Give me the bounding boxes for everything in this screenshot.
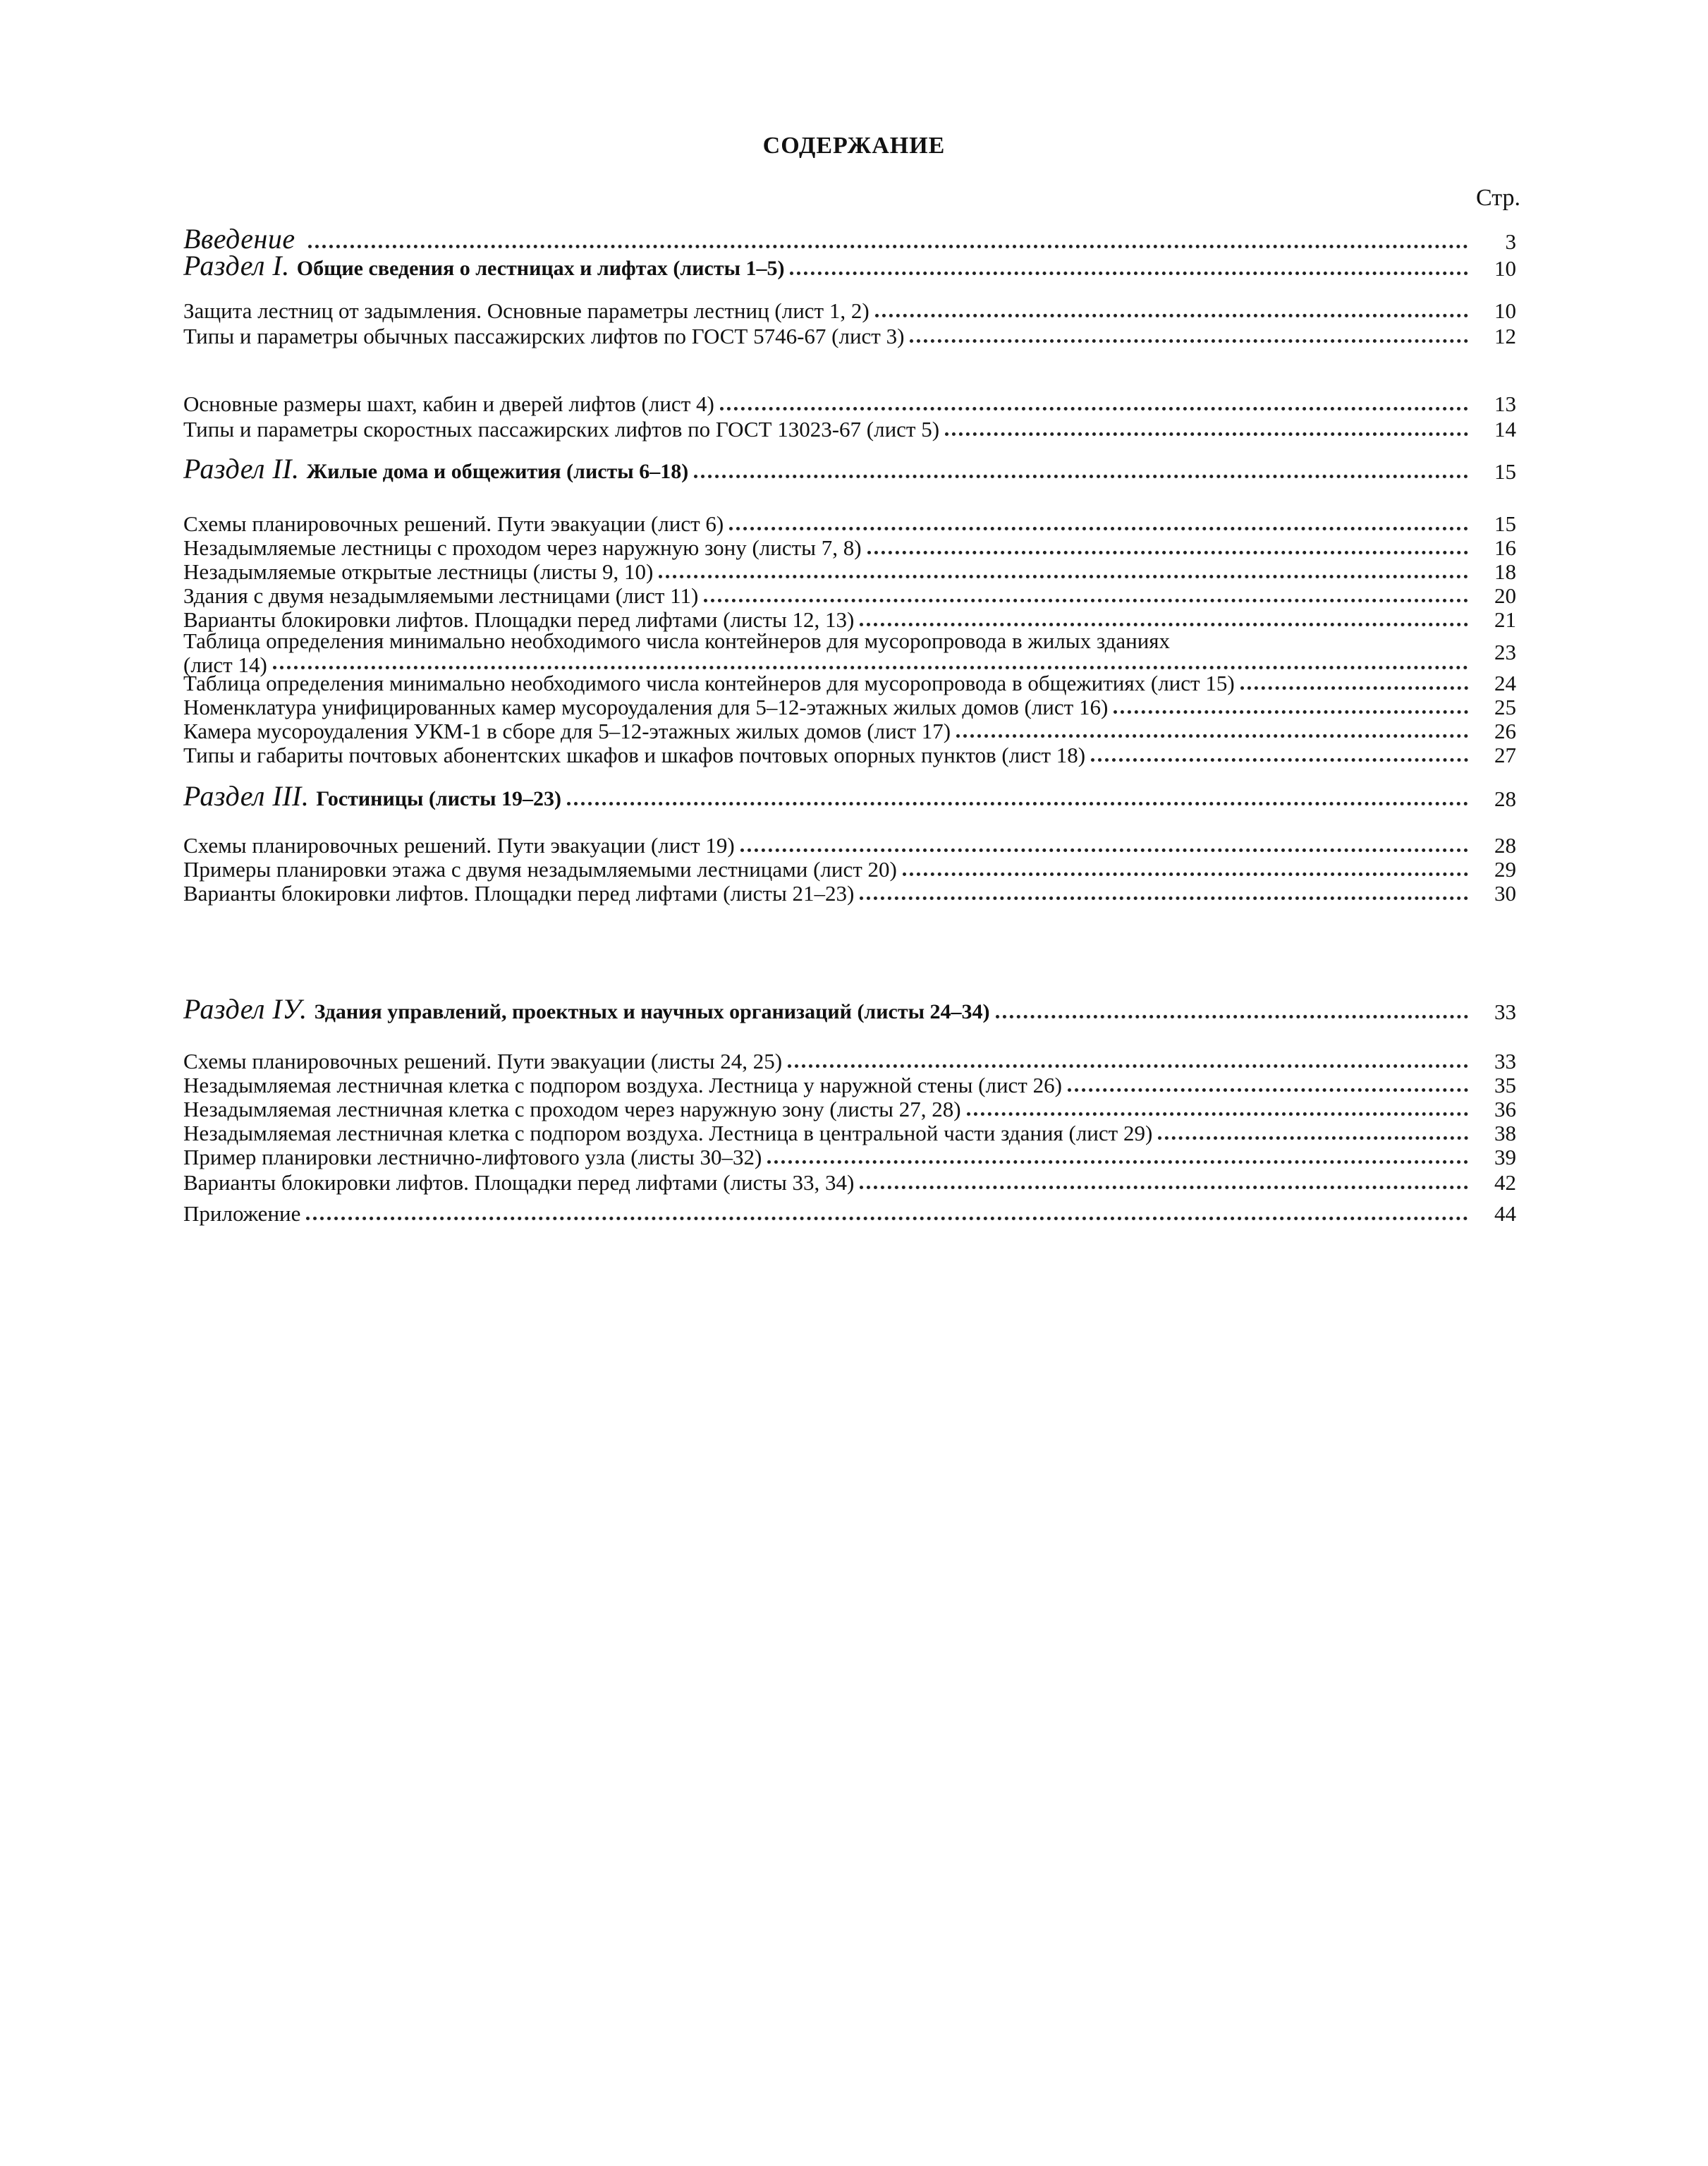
page-number: 24: [1494, 671, 1516, 695]
page-number: 27: [1494, 743, 1516, 767]
dot-leader: [860, 878, 1468, 900]
page-number: 33: [1494, 1049, 1516, 1073]
section-title: Здания управлений, проектных и научных организаций (листы 24–34): [314, 1000, 990, 1023]
page-number: 20: [1494, 583, 1516, 608]
dot-leader: [694, 456, 1468, 478]
page-number: 30: [1494, 881, 1516, 906]
dot-leader: [306, 1198, 1468, 1220]
dot-leader: [910, 321, 1468, 343]
toc-entry[interactable]: [183, 418, 1516, 442]
dot-leader: [860, 604, 1468, 626]
section-title: Жилые дома и общежития (листы 6–18): [306, 460, 689, 483]
toc-entry[interactable]: [183, 1145, 1516, 1169]
toc-entry[interactable]: [183, 882, 1516, 906]
section-label: Раздел II.: [183, 453, 300, 485]
dot-leader: [1091, 740, 1468, 762]
section-label: Раздел I.: [183, 250, 290, 281]
entry-title: Типы и параметры скоростных пассажирских лифтов по ГОСТ 13023-67 (лист 5): [183, 417, 940, 442]
dot-leader: [273, 647, 1468, 669]
entry-title: Номенклатура унифицированных камер мусороудаления для 5–12-этажных жилых домов (лист 16): [183, 695, 1109, 719]
dot-leader: [956, 716, 1468, 738]
page-title: СОДЕРЖАНИЕ: [762, 133, 946, 159]
page-number: 23: [1494, 640, 1516, 664]
toc-entry[interactable]: [183, 608, 1516, 632]
dot-leader: [867, 533, 1468, 554]
page-number: 10: [1494, 298, 1516, 323]
toc-entry[interactable]: [183, 1171, 1516, 1195]
page-number: 25: [1494, 695, 1516, 719]
dot-leader: [860, 1167, 1468, 1189]
page-number: 38: [1494, 1121, 1516, 1145]
toc-entry[interactable]: [183, 324, 1516, 348]
toc-entry-section-4[interactable]: [183, 993, 1516, 1025]
entry-title: Приложение: [183, 1201, 301, 1226]
entry-title: Незадымляемая лестничная клетка с подпором воздуха. Лестница у наружной стены (лист 26): [183, 1073, 1062, 1097]
dot-leader: [903, 854, 1468, 876]
entry-title: Незадымляемые открытые лестницы (листы 9, 10): [183, 559, 654, 584]
dot-leader: [996, 997, 1468, 1018]
dot-leader: [1068, 1070, 1468, 1092]
section-title: Общие сведения о лестницах и лифтах (листы 1–5): [296, 257, 785, 280]
toc-entry-appendix[interactable]: [183, 1202, 1516, 1226]
page-number: 12: [1494, 324, 1516, 348]
page-number: 42: [1494, 1170, 1516, 1195]
entry-title: Схемы планировочных решений. Пути эвакуации (лист 6): [183, 511, 724, 536]
page-number: 28: [1494, 833, 1516, 858]
entry-title: Незадымляемые лестницы с проходом через наружную зону (листы 7, 8): [183, 535, 862, 560]
dot-leader: [945, 414, 1468, 436]
entry-title: Варианты блокировки лифтов. Площадки перед лифтами (листы 12, 13): [183, 607, 855, 632]
toc-entry-section-3[interactable]: [183, 780, 1516, 812]
entry-title: Незадымляемая лестничная клетка с проходом через наружную зону (листы 27, 28): [183, 1097, 961, 1121]
dot-leader: [567, 784, 1468, 805]
page-number: 3: [1505, 229, 1516, 254]
entry-title: Таблица определения минимально необходимого числа контейнеров для мусоропровода в общежитиях (лист 15): [183, 671, 1235, 695]
page-number: 14: [1494, 417, 1516, 442]
entry-title: Варианты блокировки лифтов. Площадки перед лифтами (листы 33, 34): [183, 1170, 855, 1195]
page-number: 13: [1494, 391, 1516, 416]
page-number: 10: [1494, 256, 1516, 281]
dot-leader: [659, 556, 1468, 578]
page-number: 35: [1494, 1073, 1516, 1097]
dot-leader: [1114, 692, 1468, 714]
page-number: 16: [1494, 535, 1516, 560]
entry-title-continuation: (лист 14): [183, 652, 267, 677]
dot-leader: [790, 253, 1468, 275]
dot-leader: [767, 1142, 1468, 1164]
page-number: 18: [1494, 559, 1516, 584]
toc-entry[interactable]: [183, 743, 1516, 767]
entry-title: Здания с двумя незадымляемыми лестницами (лист 11): [183, 583, 699, 608]
entry-title: Варианты блокировки лифтов. Площадки перед лифтами (листы 21–23): [183, 881, 855, 906]
dot-leader: [1240, 668, 1468, 690]
toc-entry-section-1[interactable]: [183, 250, 1516, 281]
page-number: 39: [1494, 1145, 1516, 1169]
dot-leader: [308, 226, 1468, 248]
entry-title: Схемы планировочных решений. Пути эвакуации (листы 24, 25): [183, 1049, 783, 1073]
page-column-label: Стр.: [1475, 185, 1520, 211]
page-number: 15: [1494, 459, 1516, 484]
page-number: 21: [1494, 607, 1516, 632]
dot-leader: [720, 389, 1468, 410]
entry-title: Пример планировки лестнично-лифтового узла (листы 30–32): [183, 1145, 762, 1169]
entry-title: Незадымляемая лестничная клетка с подпором воздуха. Лестница в центральной части здания (лист 29): [183, 1121, 1153, 1145]
toc-entry-introduction[interactable]: [183, 223, 1516, 255]
entry-title: Камера мусороудаления УКМ-1 в сборе для 5–12-этажных жилых домов (лист 17): [183, 719, 951, 743]
dot-leader: [740, 830, 1468, 852]
dot-leader: [1158, 1118, 1468, 1140]
page-number: 28: [1494, 786, 1516, 811]
dot-leader: [729, 509, 1468, 530]
dot-leader: [875, 296, 1468, 317]
entry-title: Схемы планировочных решений. Пути эвакуации (лист 19): [183, 833, 735, 858]
entry-title: Защита лестниц от задымления. Основные параметры лестниц (лист 1, 2): [183, 298, 870, 323]
section-label: Раздел III.: [183, 780, 310, 812]
entry-title: Типы и параметры обычных пассажирских лифтов по ГОСТ 5746-67 (лист 3): [183, 324, 905, 348]
toc-entry-section-2[interactable]: [183, 453, 1516, 485]
dot-leader: [788, 1046, 1468, 1068]
entry-title: Типы и габариты почтовых абонентских шкафов и шкафов почтовых опорных пунктов (лист 18): [183, 743, 1086, 767]
dot-leader: [967, 1094, 1468, 1116]
page-number: 15: [1494, 511, 1516, 536]
page-number: 29: [1494, 857, 1516, 882]
toc-entry[interactable]: [183, 299, 1516, 323]
entry-title: Таблица определения минимально необходимого числа контейнеров для мусоропровода в жилых зданиях: [183, 629, 1171, 653]
toc-entry[interactable]: [183, 392, 1516, 416]
page-number: 44: [1494, 1201, 1516, 1226]
entry-title: Примеры планировки этажа с двумя незадымляемыми лестницами (лист 20): [183, 857, 897, 882]
section-label: Раздел IУ.: [183, 993, 307, 1025]
entry-title: Основные размеры шахт, кабин и дверей лифтов (лист 4): [183, 391, 714, 416]
page-number: 36: [1494, 1097, 1516, 1121]
section-label: Введение: [183, 223, 295, 255]
dot-leader: [704, 580, 1468, 602]
page-number: 33: [1494, 999, 1516, 1024]
section-title: Гостиницы (листы 19–23): [316, 787, 562, 810]
page-number: 26: [1494, 719, 1516, 743]
